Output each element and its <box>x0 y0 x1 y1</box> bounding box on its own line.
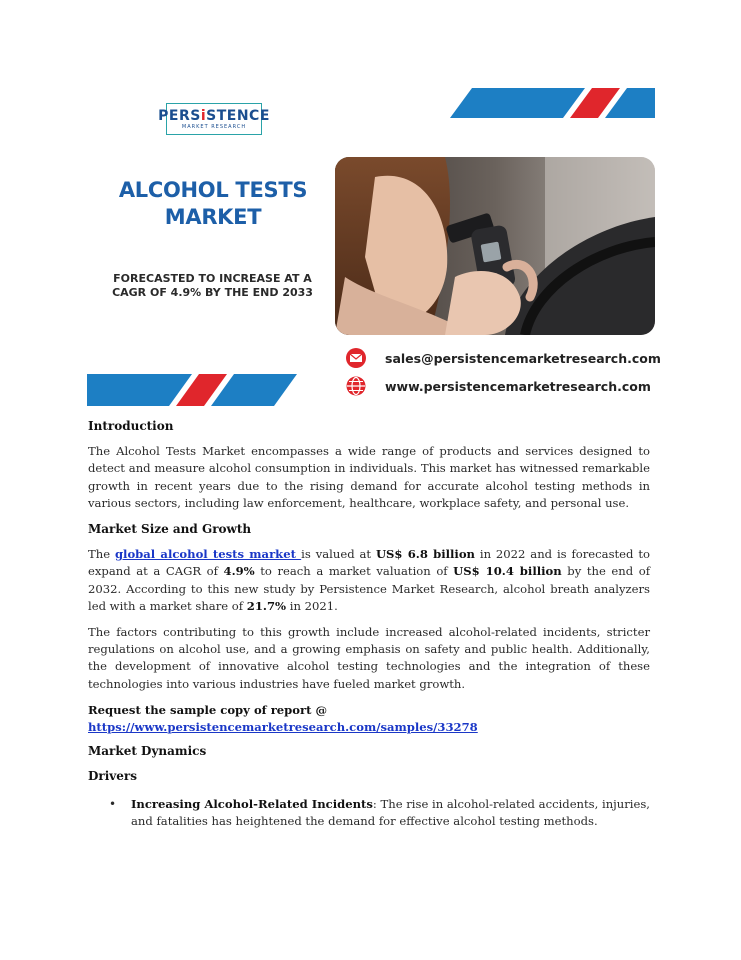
decorative-stripes-bottom <box>87 374 297 406</box>
logo-subtitle: MARKET RESEARCH <box>181 124 247 130</box>
email-text[interactable]: sales@persistencemarketresearch.com <box>385 350 661 366</box>
global-market-link[interactable]: global alcohol tests market <box>114 547 302 562</box>
banner-title: ALCOHOL TESTS MARKET <box>118 178 308 229</box>
drivers-list <box>109 796 650 830</box>
company-logo <box>158 103 270 135</box>
breathalyzer-photo <box>335 157 655 335</box>
sample-request <box>88 702 650 736</box>
logo-wordmark: PERSiSTENCE <box>158 108 270 124</box>
contact-email[interactable] <box>345 348 661 368</box>
list-item: • Increasing Alcohol-Related Incidents: The rise in alcohol-related accidents, injuries, and fatalities has heightened the demand for effective alcohol testing methods. <box>109 796 650 830</box>
sample-request-label: Request the sample copy of report @ <box>88 702 328 717</box>
sample-request-link[interactable]: https://www.persistencemarketresearch.com/samples/33278 <box>88 720 478 735</box>
website-text[interactable]: www.persistencemarketresearch.com <box>385 378 651 394</box>
globe-icon <box>345 376 367 396</box>
dynamics-heading: Market Dynamics <box>88 744 207 759</box>
email-icon <box>345 348 367 368</box>
size-paragraph-2: The factors contributing to this growth include increased alcohol-related incidents, stricter regulations on alcohol use, and a growing emphasis on safety and public health. Additionally, the development of innovative alcohol testing technologies and the integration of these technologies into various industries have fueled market growth. <box>88 625 650 691</box>
intro-heading: Introduction <box>88 419 174 433</box>
size-paragraph-1: The global alcohol tests market is valued at US$ 6.8 billion in 2022 and is forecasted to expand at a CAGR of 4.9% to reach a market valuation of US$ 10.4 billion by the end of 2032. According to this new study by Persistence Market Research, alcohol breath analyzers led with a market share of 21.7% in 2021. <box>88 547 650 613</box>
banner-subtitle: FORECASTED TO INCREASE AT A CAGR OF 4.9% BY THE END 2033 <box>112 272 313 299</box>
contact-website[interactable] <box>345 376 651 396</box>
decorative-stripes-top <box>450 88 655 118</box>
document-body <box>88 418 650 830</box>
size-heading: Market Size and Growth <box>88 522 252 537</box>
intro-paragraph: The Alcohol Tests Market encompasses a wide range of products and services designed to detect and measure alcohol consumption in individuals. This market has witnessed remarkable growth in recent years due to the rising demand for accurate alcohol testing methods in various sectors, including law enforcement, healthcare, workplace safety, and personal use. <box>88 444 650 510</box>
drivers-heading: Drivers <box>88 769 137 784</box>
